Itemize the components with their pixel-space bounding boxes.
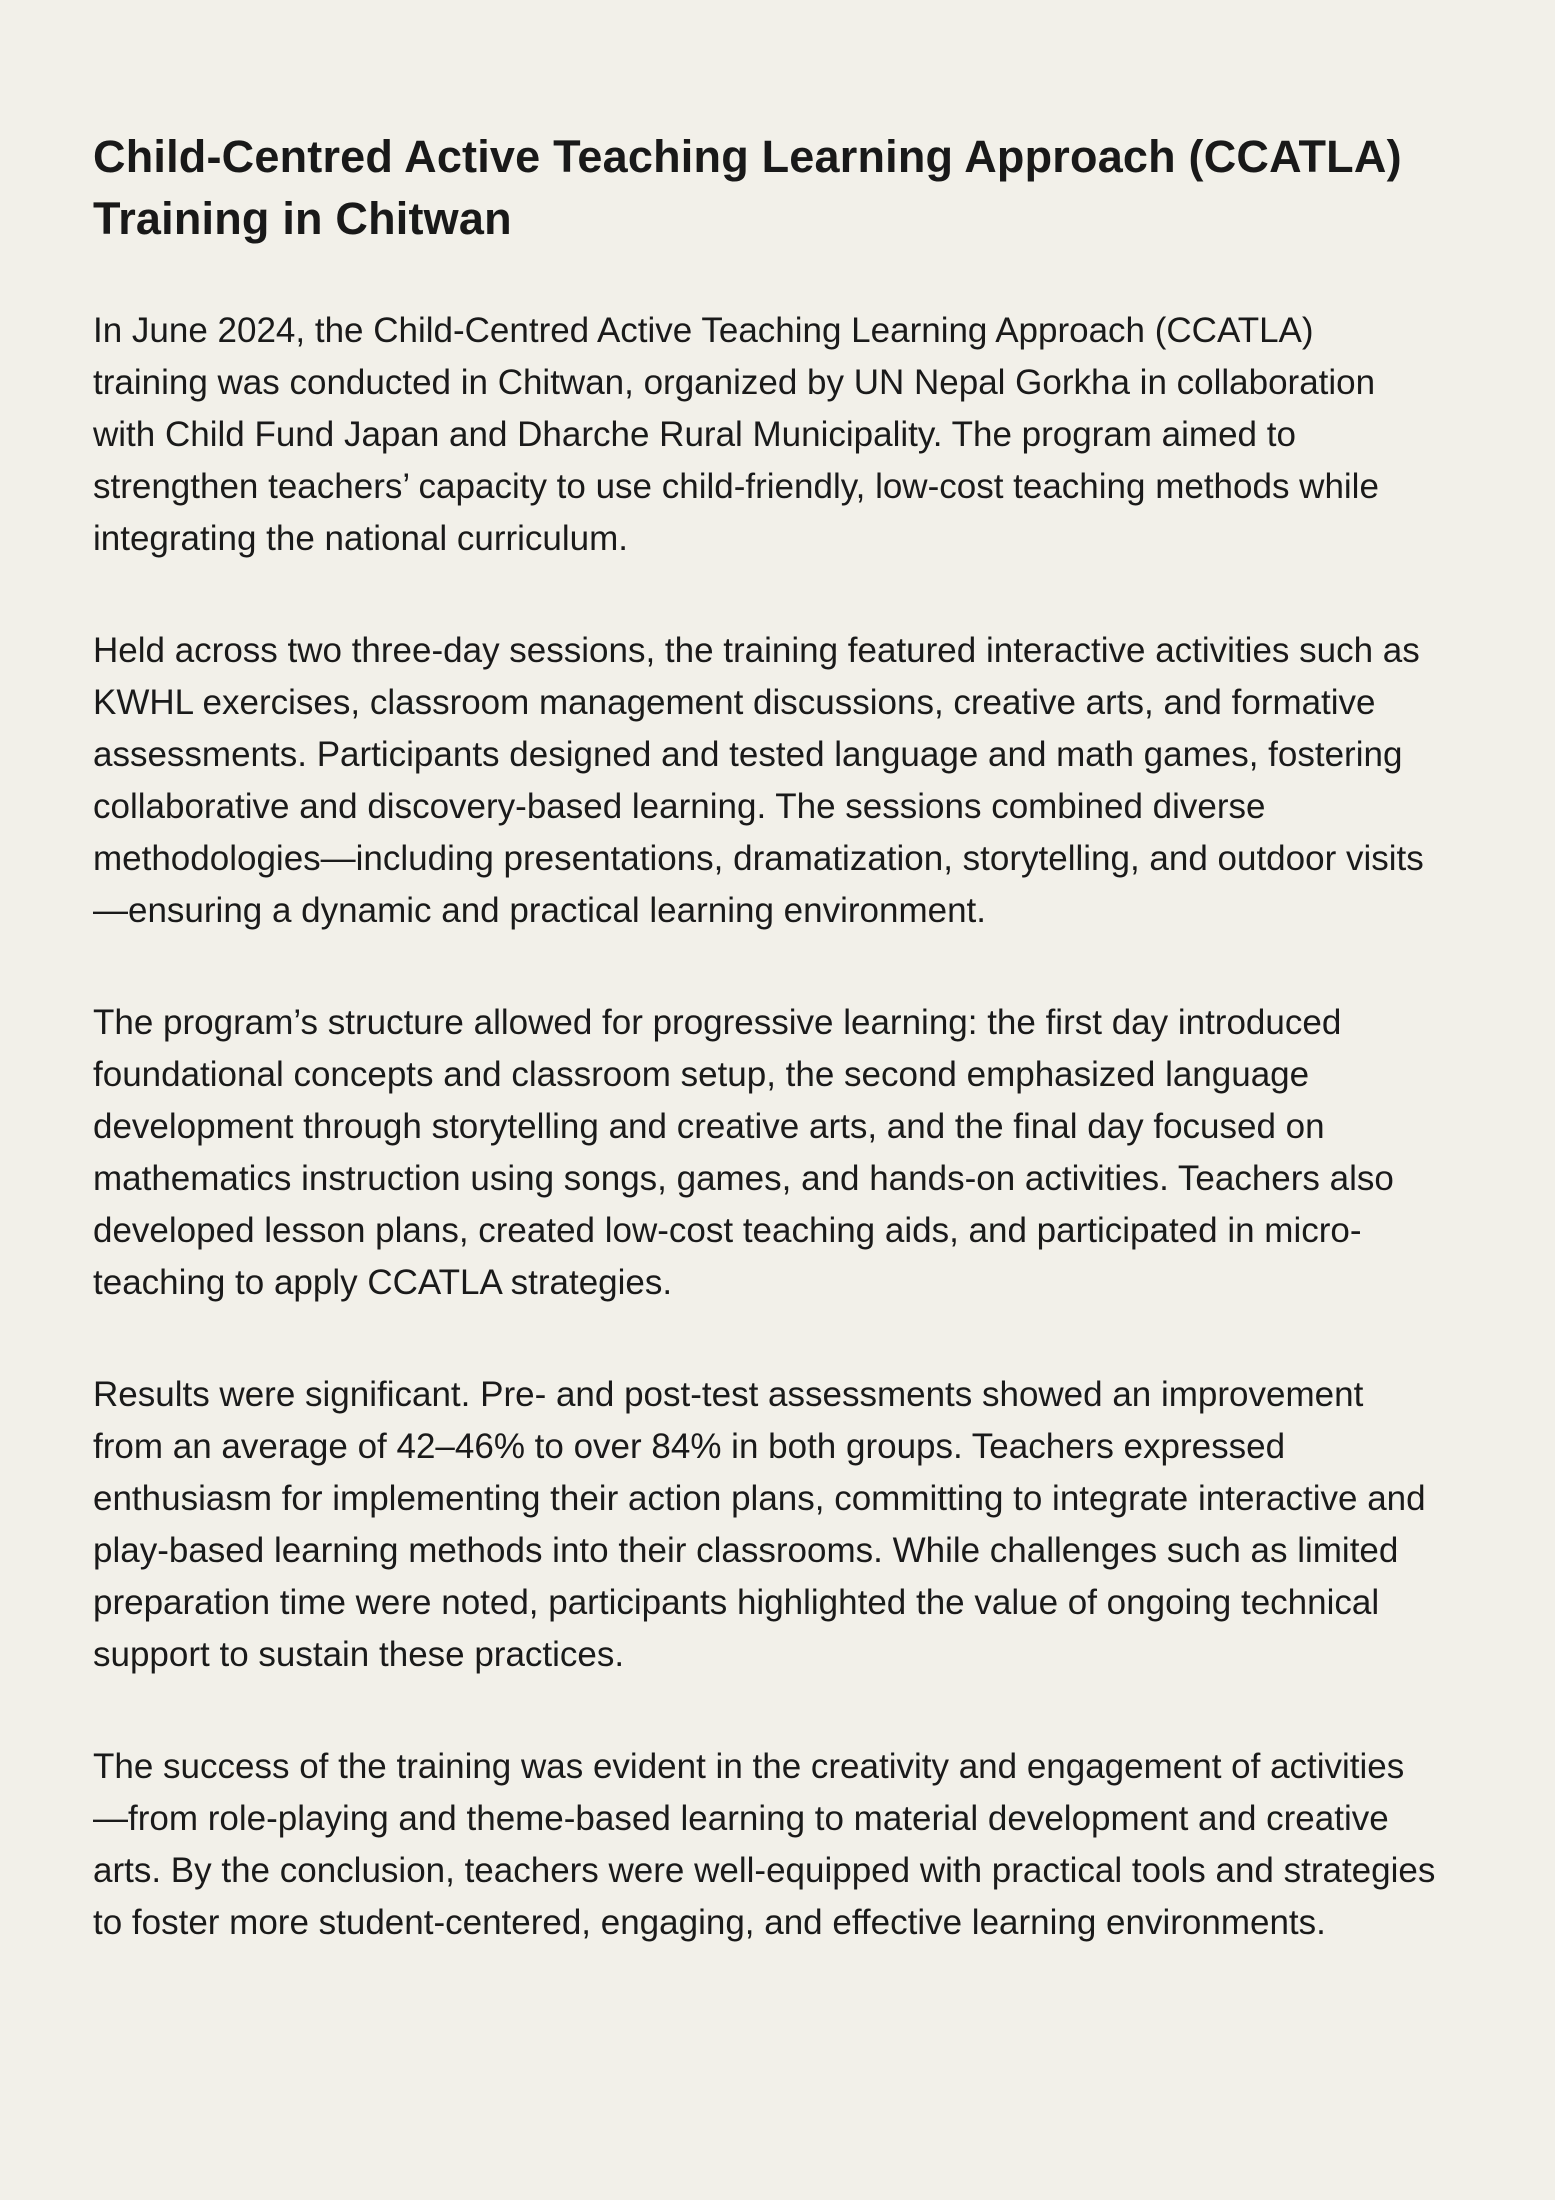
document-content <box>93 126 1438 1949</box>
paragraph-sessions: Held across two three-day sessions, the training featured interactive activities such as KWHL exercises, classroom management discussions, creative arts, and formative assessments. Participants designed and tested language and math games, fostering collaborative and discovery-based learning. The sessions combined diverse methodologies—including presentations, dramatization, storytelling, and outdoor visits—ensuring a dynamic and practical learning environment. <box>93 631 1424 930</box>
paragraph-structure: The program’s structure allowed for progressive learning: the first day introduced foundational concepts and classroom setup, the second emphasized language development through storytelling and creative arts, and the final day focused on mathematics instruction using songs, games, and hands-on activities. Teachers also developed lesson plans, created low-cost teaching aids, and participated in micro-teaching to apply CCATLA strategies. <box>93 1003 1394 1302</box>
paragraph-intro: In June 2024, the Child-Centred Active Teaching Learning Approach (CCATLA) training was conducted in Chitwan, organized by UN Nepal Gorkha in collaboration with Child Fund Japan and Dharche Rural Municipality. The program aimed to strengthen teachers’ capacity to use child-friendly, low-cost teaching methods while integrating the national curriculum. <box>93 311 1379 558</box>
paragraph-success: The success of the training was evident in the creativity and engagement of activities—from role-playing and theme-based learning to material development and creative arts. By the conclusion, teachers were well-equipped with practical tools and strategies to foster more student-centered, engaging, and effective learning environments. <box>93 1747 1436 1942</box>
paragraph-results: Results were significant. Pre- and post-test assessments showed an improvement from an average of 42–46% to over 84% in both groups. Teachers expressed enthusiasm for implementing their action plans, committing to integrate interactive and play-based learning methods into their classrooms. While challenges such as limited preparation time were noted, participants highlighted the value of ongoing technical support to sustain these practices. <box>93 1375 1426 1674</box>
page-title: Child-Centred Active Teaching Learning Approach (CCATLA) Training in Chitwan <box>93 131 1402 244</box>
